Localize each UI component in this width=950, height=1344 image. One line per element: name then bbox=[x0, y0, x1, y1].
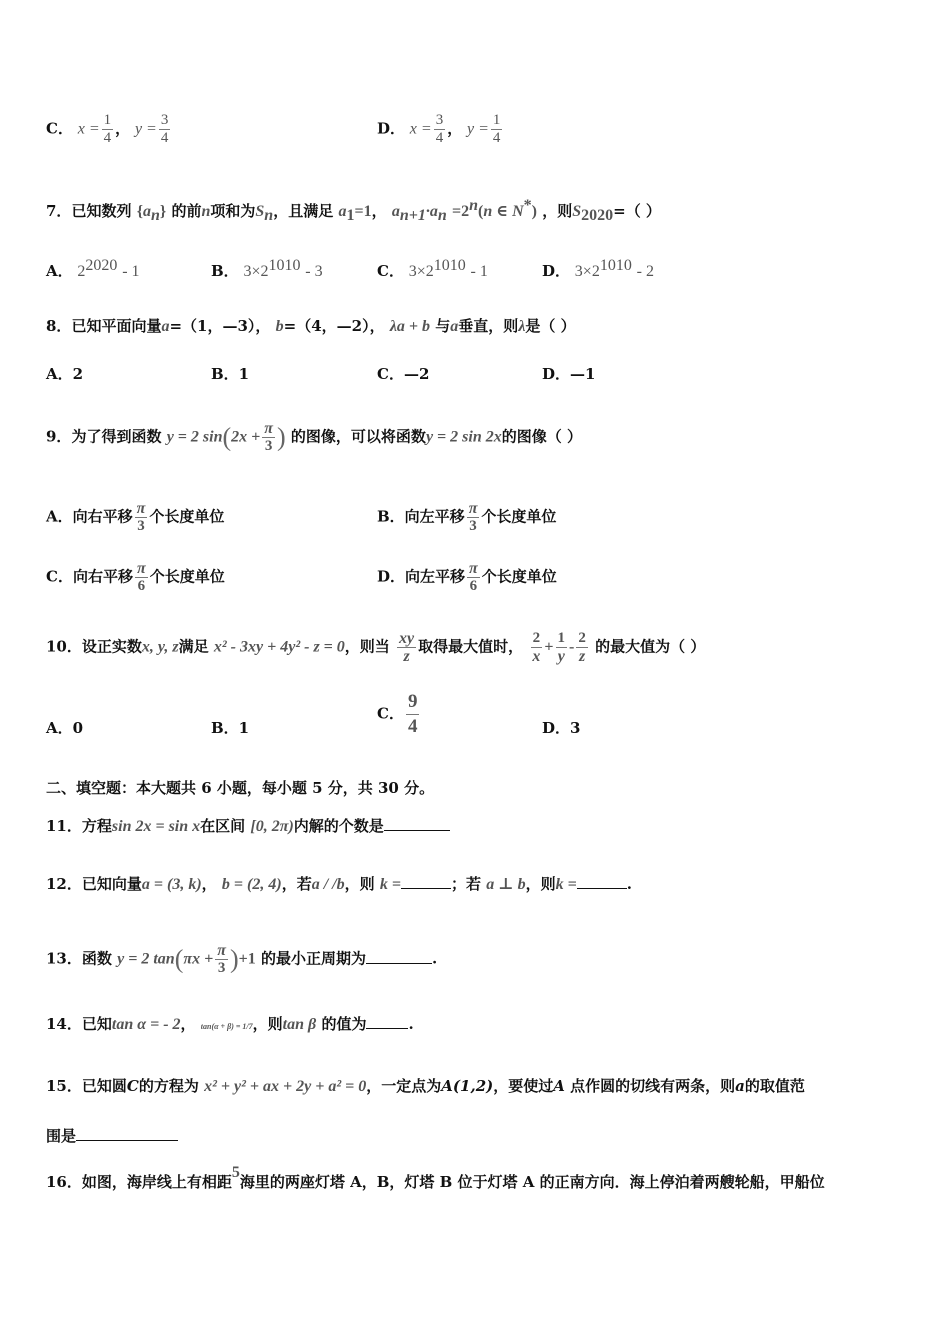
q15-stem: 15．已知圆C的方程为 x² + y² + ax + 2y + a² = 0，一定点为A(1,2)，要使过A 点作圆的切线有两条，则a的取值范 bbox=[46, 1077, 805, 1095]
fraction: $\frac{\pi}{3}$ bbox=[217, 942, 226, 976]
q11-stem: 11．方程sin 2x = sin x在区间 [0, 2π)内解的个数是 bbox=[46, 814, 450, 839]
q8-option-b: B．1 bbox=[211, 365, 250, 383]
q8-option-d: D．—1 bbox=[542, 365, 596, 383]
fraction: $\frac{1}{4}$ bbox=[103, 112, 112, 146]
answer-blank bbox=[577, 874, 627, 889]
q16-stem: 16．如图，海岸线上有相距5海里的两座灯塔 A，B，灯塔 B 位于灯塔 A 的正南方向．海上停泊着两艘轮船，甲船位 bbox=[46, 1164, 825, 1191]
option-label: D． bbox=[377, 119, 406, 138]
q9-option-c: C．向右平移 $\frac{\pi}{6}$ 个长度单位 bbox=[46, 560, 225, 594]
math: x = bbox=[77, 120, 100, 138]
q13-stem: 13．函数 y = 2 tan(πx + $\frac{\pi}{3}$ )+1 的最小正周期为 . bbox=[46, 942, 438, 976]
math: y = bbox=[134, 120, 157, 138]
q10-stem: 10．设正实数x, y, z满足 x² - 3xy + 4y² - z = 0，则当 $\frac{xy}{z}$ 取得最大值时， $\frac{2}{x}$ + $\frac{1}{y}$ - $\frac{2}{z}$ 的最大值为（ ） bbox=[46, 630, 706, 665]
q6-option-c: C． x = $\frac{1}{4}$ ， y = $\frac{3}{4}$ bbox=[46, 112, 169, 146]
fraction: $\frac{\pi}{3}$ bbox=[264, 420, 274, 454]
answer-blank bbox=[366, 1014, 408, 1029]
section-title: 二、填空题：本大题共 6 小题，每小题 5 分，共 30 分。 bbox=[46, 779, 435, 797]
q9-stem: 9．为了得到函数 y = 2 sin(2x + $\frac{\pi}{3}$ ) 的图像，可以将函数y = 2 sin 2x的图像（ ） bbox=[46, 420, 582, 454]
fraction: $\frac{3}{4}$ bbox=[160, 112, 169, 146]
answer-blank bbox=[76, 1126, 178, 1141]
fraction: $\frac{xy}{z}$ bbox=[399, 630, 415, 665]
math: y = bbox=[467, 120, 489, 138]
q15-stem-cont: 围是 bbox=[46, 1124, 178, 1148]
q10-option-c: C． $\frac{9}{4}$ bbox=[377, 691, 418, 737]
q7-option-b: B． $3\times 2^{1010} - 3$ bbox=[211, 257, 323, 280]
q12-stem: 12．已知向量a = (3, k)， b = (2, 4)，若a / /b，则 k = ；若 a ⊥ b，则k = . bbox=[46, 875, 632, 893]
q8-option-c: C．—2 bbox=[377, 365, 430, 383]
q10-option-d: D．3 bbox=[542, 719, 581, 737]
answer-blank bbox=[384, 816, 450, 831]
q10-option-a: A．0 bbox=[46, 719, 84, 737]
answer-blank bbox=[366, 949, 432, 964]
option-label: C． bbox=[46, 119, 73, 138]
fraction: $\frac{1}{4}$ bbox=[492, 112, 501, 146]
q7-option-d: D． $3\times 2^{1010} - 2$ bbox=[542, 257, 654, 280]
q9-option-d: D．向左平移 $\frac{\pi}{6}$ 个长度单位 bbox=[377, 560, 557, 594]
q8-option-a: A．2 bbox=[46, 365, 84, 383]
math: x = bbox=[409, 120, 432, 138]
q7-stem: 7．已知数列 $\{a_n\}$ 的前n项和为$S_n$，且满足 $a_1=1$， $a_{n+1}\cdot a_n =2^n(n$ ∈ N*) ，则$S_{2020}=$（ ） bbox=[46, 197, 661, 225]
q14-stem: 14．已知tan α = - 2， tan(α + β) = 1/7，则tan β 的值为 . bbox=[46, 1015, 414, 1033]
q9-option-a: A．向右平移 $\frac{\pi}{3}$ 个长度单位 bbox=[46, 500, 225, 534]
q7-option-a: A． $2^{2020} - 1$ bbox=[46, 257, 140, 280]
q6-option-d: D． x = $\frac{3}{4}$ ， y = $\frac{1}{4}$ bbox=[377, 112, 501, 146]
answer-blank bbox=[401, 874, 451, 889]
q10-option-b: B．1 bbox=[211, 719, 250, 737]
q9-option-b: B．向左平移 $\frac{\pi}{3}$ 个长度单位 bbox=[377, 500, 557, 534]
q7-option-c: C． $3\times 2^{1010} - 1$ bbox=[377, 257, 488, 280]
q8-stem: 8．已知平面向量a=（1，—3）， b=（4，—2）， λa + b 与a垂直，则λ是（ ） bbox=[46, 317, 576, 335]
math: $\{a_n\}$ bbox=[136, 203, 167, 225]
fraction: $\frac{3}{4}$ bbox=[435, 112, 444, 146]
